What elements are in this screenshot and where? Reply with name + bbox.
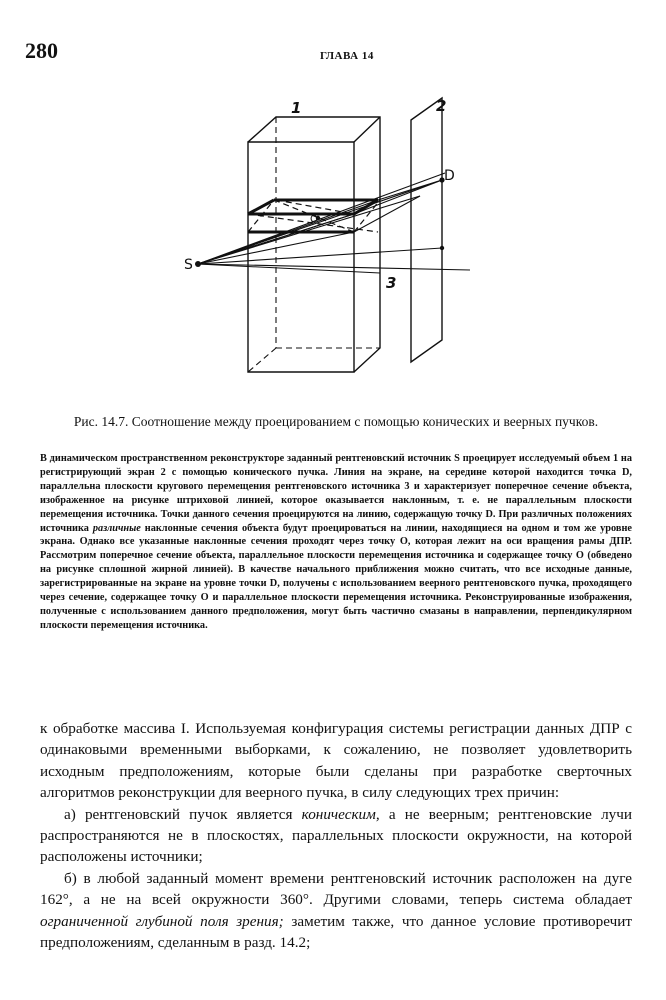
running-head: ГЛАВА 14 — [320, 50, 374, 62]
source-path-line — [198, 264, 380, 273]
caption-text: В динамическом пространственном реконструкторе заданный рентгеновский источник S проецирует исследуемый объем 1 на регистрирующий экран 2 с помощью конического пучка. Линия на экране, на середине которой находится точка D, параллельна плоскости кругового перемещения рентгеновского источника 3 и характеризует поперечное сечение объекта, изображенное на рисунке штриховой линией, которое оказывается наклонным, т. е. не параллельным плоскости перемещения источника. Точки данного сечения проецируются на линию, содержащую точку D. При различных положениях источника — [40, 453, 632, 534]
emphasis-conical: коническим, — [301, 805, 380, 823]
volume-hidden-edges — [248, 117, 380, 372]
cone-rays — [198, 173, 470, 270]
detector-screen — [411, 98, 442, 362]
label-detector-point: D — [444, 168, 455, 184]
screen-point — [440, 246, 444, 250]
emphasis-limited-depth: ограниченной глубиной поля зрения; — [40, 912, 284, 930]
paragraph-1: к обработке массива I. Используемая конфигурация системы регистрации данных ДПР с одинаковыми временными выборками, к сожалению, не позволяет удовлетворить исходным предположениям, которые были сделаны при разработке сверточных алгоритмов реконструкции для веерного пучка, в силу следующих трех причин: — [40, 720, 632, 802]
caption-text-2: наклонные сечения объекта будут проецироваться на линии, находящиеся на одном и том же уровне экрана. Однако все указанные наклонные сечения проходят через точку O, которая лежит на оси вращения рамы ДПР. Рассмотрим поперечное сечение объекта, параллельное плоскости перемещения источника и содержащее точку O (обведено на рисунке сплошной жирной линией). В качестве начального приближения можно считать, что все исходные данные, зарегистрированные на экране на уровне точки D, получены с использованием веерного рентгеновского пучка, проходящего через сечение, содержащее точку O и параллельное плоскости перемещения источника. Реконструированные изображения, полученные с использованием данного предположения, могут быть частично смазаны в направлении, перпендикулярном плоскости перемещения источника. — [40, 522, 632, 631]
label-volume: 1 — [291, 99, 302, 117]
label-source-path: 3 — [386, 274, 397, 292]
figure-cone-beam-diagram — [150, 88, 530, 398]
figure-caption-body — [40, 452, 632, 633]
volume-top — [248, 117, 380, 372]
page-number: 280 — [25, 38, 58, 63]
figure-caption-title: Рис. 14.7. Соотношение между проецированием с помощью конических и веерных пучков. — [73, 414, 599, 429]
source-point — [195, 261, 201, 267]
body-text — [40, 718, 632, 953]
paragraph-a: а) рентгеновский пучок является коническим, а не веерным; рентгеновские лучи распространяются не в плоскостях, параллельных плоскости окружности, на которой расположены источники; — [40, 805, 633, 866]
caption-emphasis: различные — [92, 522, 141, 534]
label-center-point: O — [310, 214, 318, 225]
paragraph-b: б) в любой заданный момент времени рентгеновский источник расположен на дуге 162°, а не на всей окружности 360°. Другими словами, теперь система обладает ограниченной глубиной поля зрения; заметим также, что данное условие противоречит предположениям, сделанным в разд. 14.2; — [40, 869, 632, 952]
label-screen: 2 — [436, 97, 447, 115]
label-source: S — [184, 257, 193, 273]
